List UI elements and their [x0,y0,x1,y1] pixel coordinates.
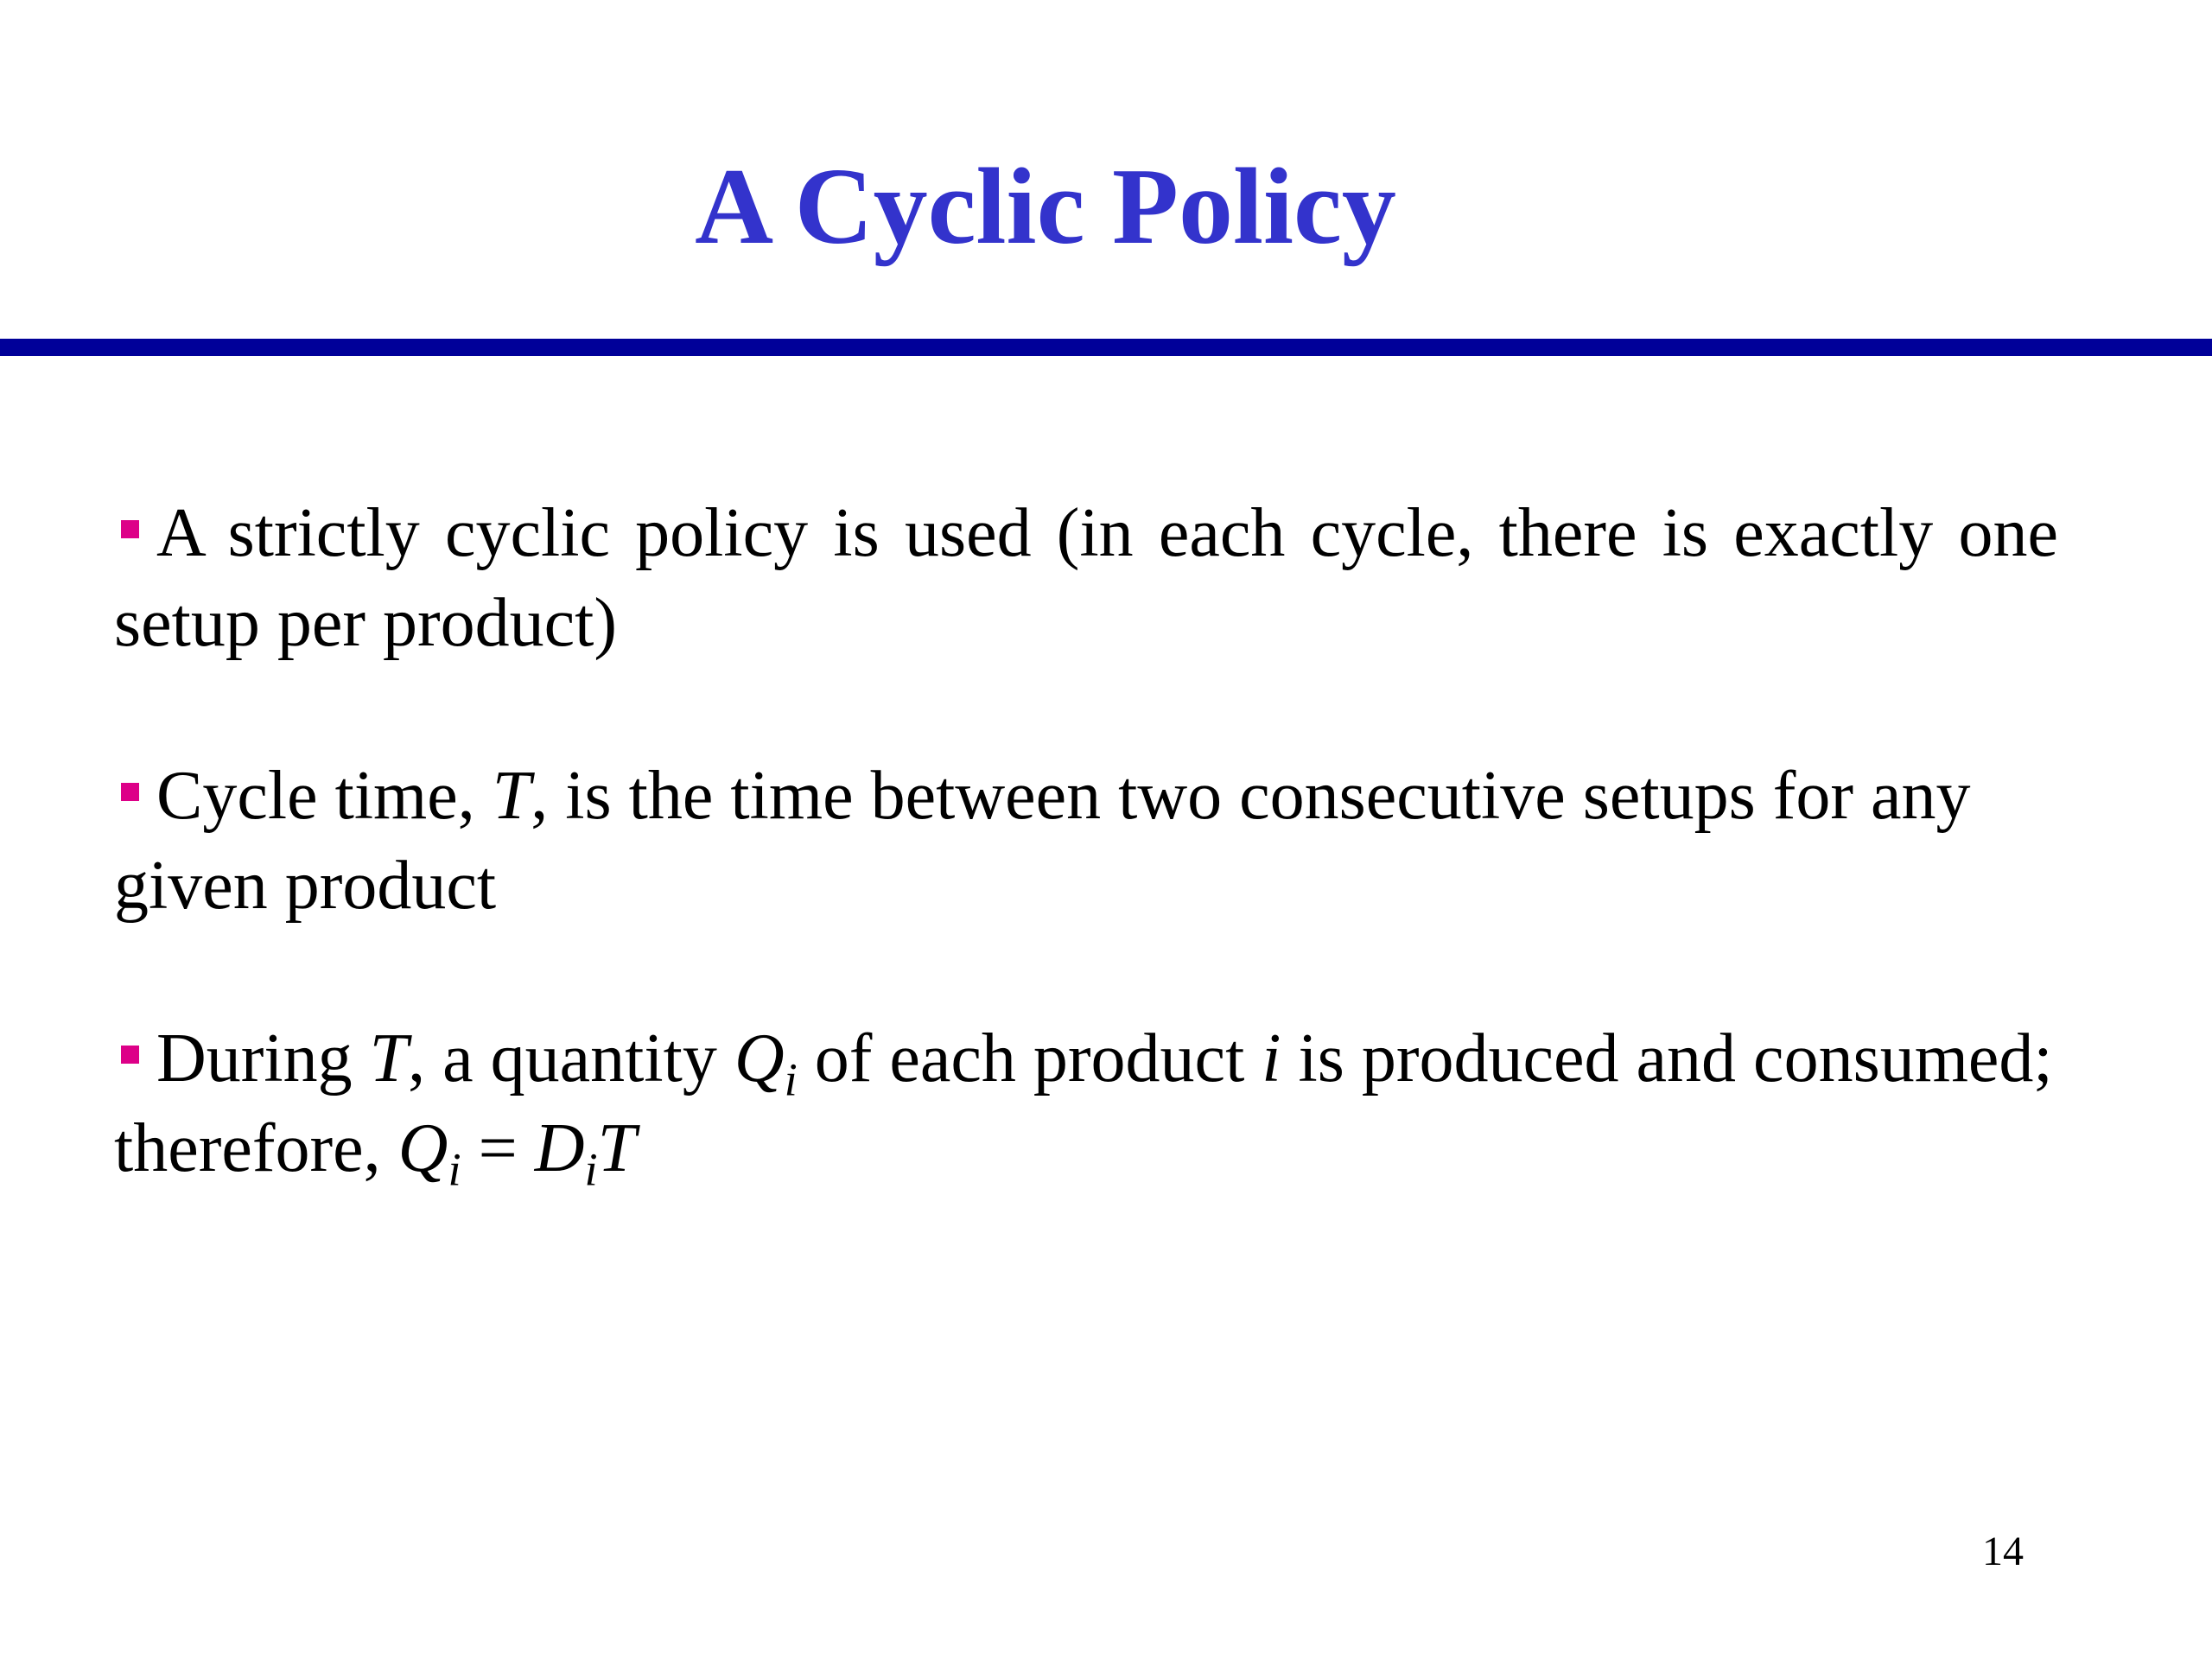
title-divider [0,339,2212,356]
equation-Q: Q [397,1110,448,1186]
bullet-list [114,488,2058,1276]
square-bullet-icon [121,520,139,538]
square-bullet-icon [121,1046,139,1064]
bullet-item-3 [114,1014,2058,1196]
bullet-2-text-start: Cycle time, [156,758,493,834]
variable-Q [734,1020,798,1106]
page-number: 14 [1982,1529,2024,1574]
bullet-3-text-c: of each product [797,1020,1262,1096]
variable-Q-letter: Q [734,1020,785,1096]
bullet-3-text-a: During [156,1020,370,1096]
bullet-1-text: A strictly cyclic policy is used (in each cycle, there is exactly one setup per product) [114,495,2058,661]
variable-T: T [492,758,531,834]
equation-D: D [534,1110,585,1186]
slide-title: A Cyclic Policy [695,147,1396,267]
bullet-item-2 [114,751,2058,931]
equation-D-subscript: i [584,1143,598,1196]
bullet-2-text-end: , is the time between two consecutive setups for any given product [114,758,1971,924]
bullet-3-text-d: is produced and consumed; therefore, [114,1020,2053,1186]
bullet-3-text-b: , a quantity [408,1020,734,1096]
equation-Q-subscript: i [448,1143,461,1196]
variable-i: i [1262,1020,1281,1096]
equation-T: T [597,1110,637,1186]
bullet-item-1 [114,488,2058,668]
variable-Q-subscript: i [784,1053,798,1106]
equation-equals: = [461,1110,535,1186]
square-bullet-icon [121,783,139,801]
equation [397,1110,637,1196]
variable-T: T [369,1020,409,1096]
